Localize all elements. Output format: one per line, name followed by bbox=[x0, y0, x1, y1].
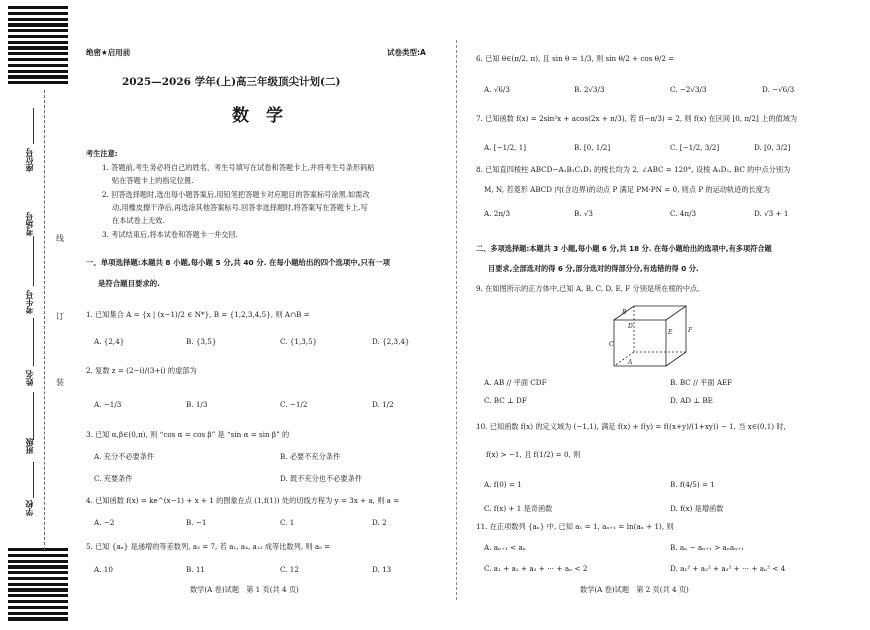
blank-line bbox=[33, 318, 34, 366]
page-footer-right: 数学(A 卷)试题 第 2 页(共 4 页) bbox=[580, 585, 689, 594]
option-d: D. 既不充分也不必要条件 bbox=[280, 474, 362, 483]
option-c: C. {1,3,5} bbox=[280, 337, 318, 346]
blank-line bbox=[33, 236, 34, 286]
option-a: A. AB // 平面 CDF bbox=[484, 378, 547, 387]
question-stem-cont: M, N, 若菱形 ABCD 内(含边界)的动点 P 满足 PM·PN = 0, 则点 P 的运动轨迹的长度为 bbox=[484, 185, 771, 194]
notice-line: 动,用橡皮擦干净后,再选涂其他答案标号.回答非选择题时,将答案写在答题卡上.写 bbox=[112, 203, 368, 212]
option-d: D. AD ⊥ BE bbox=[670, 396, 713, 405]
option-d: D. a₁² + a₂² + a₃² + ⋯ + aₙ² < 4 bbox=[670, 564, 786, 573]
option-a: A. 10 bbox=[94, 565, 113, 574]
option-a: A. −1/3 bbox=[94, 400, 122, 409]
point-label-b: B bbox=[622, 309, 627, 316]
notice-line: 3. 考试结束后,将本试卷和答题卡一并交回. bbox=[102, 230, 238, 239]
binding-label-school: 学校 bbox=[25, 500, 34, 516]
point-label-c: C bbox=[609, 341, 614, 348]
option-c: C. −1/2 bbox=[280, 400, 308, 409]
option-b: B. 2√3/3 bbox=[574, 85, 605, 94]
notice-title: 考生注意: bbox=[86, 149, 118, 158]
blank-line bbox=[33, 108, 34, 144]
secret-mark: 绝密★启用前 bbox=[86, 48, 131, 57]
option-a: A. aₙ₊₁ < aₙ bbox=[484, 543, 526, 552]
bottom-stripes bbox=[8, 548, 68, 623]
option-b: B. 必要不充分条件 bbox=[280, 452, 341, 461]
binding-label-seat: 座位号 bbox=[25, 148, 34, 172]
cut-char-zhuang: 装 bbox=[56, 378, 64, 387]
notice-line: 贴在答题卡上的指定位置. bbox=[112, 176, 194, 185]
cut-char-ding: 订 bbox=[56, 312, 64, 321]
top-stripes bbox=[8, 6, 68, 87]
question-stem: 5. 已知 {aₙ} 是递增的等差数列, a₃ = 7, 若 a₁, a₄, a₁₃ 成等比数列, 则 a₅ = bbox=[86, 542, 331, 551]
question-stem: 6. 已知 θ∈(π/2, π), 且 sin θ = 1/3, 则 sin θ/2 + cos θ/2 = bbox=[476, 54, 675, 63]
point-label-a: A bbox=[628, 359, 633, 366]
notice-line: 在本试卷上无效. bbox=[112, 216, 165, 225]
blank-line bbox=[33, 392, 34, 440]
option-b: B. {3,5} bbox=[186, 337, 217, 346]
option-a: A. 充分不必要条件 bbox=[94, 452, 155, 461]
section2-heading-cont: 目要求,全部选对的得 6 分,部分选对的得部分分,有选错的得 0 分. bbox=[488, 264, 699, 273]
option-d: D. 2 bbox=[372, 518, 387, 527]
option-a: A. {2,4} bbox=[94, 337, 125, 346]
question-stem: 2. 复数 z = (2−i)/(3+i) 的虚部为 bbox=[86, 366, 197, 375]
option-a: A. √6/3 bbox=[484, 85, 510, 94]
page-footer-left: 数学(A 卷)试题 第 1 页(共 4 页) bbox=[190, 585, 299, 594]
binding-label-room: 考场号 bbox=[25, 212, 34, 236]
exam-title: 2025—2026 学年(上)高三年级顶尖计划(二) bbox=[122, 76, 341, 88]
option-a: A. f(0) = 1 bbox=[484, 480, 522, 489]
binding-label-name: 姓名 bbox=[25, 370, 34, 386]
option-a: A. [−1/2, 1] bbox=[484, 143, 527, 152]
question-stem: 1. 已知集合 A = {x | (x−1)/2 ∈ N*}, B = {1,2,3,4,5}, 则 A∩B = bbox=[86, 310, 310, 319]
question-stem: 7. 已知函数 f(x) = 2sin²x + acos(2x + π/3), 若 f(−π/3) = 2, 则 f(x) 在区间 [0, π/2] 上的值域为 bbox=[476, 114, 798, 123]
cube-figure bbox=[610, 302, 700, 370]
notice-line: 2. 回答选择题时,选出每小题答案后,用铅笔把答题卡对应题目的答案标号涂黑.如需改 bbox=[102, 190, 370, 199]
question-stem: 8. 已知直四棱柱 ABCD−A₁B₁C₁D₁ 的棱长均为 2, ∠ABC = 120°, 设棱 A₁D₁, BC 的中点分别为 bbox=[476, 165, 791, 174]
cut-line bbox=[44, 90, 45, 550]
option-c: C. 充要条件 bbox=[94, 474, 133, 483]
cube-right-face bbox=[666, 306, 686, 366]
question-stem: 11. 在正项数列 {aₙ} 中, 已知 a₁ = 1, aₙ₊₁ = ln(aₙ + 1), 则 bbox=[476, 522, 674, 531]
question-stem: 3. 已知 α,β∈(0,π), 则 “cos α = cos β” 是 “sin α = sin β” 的 bbox=[86, 430, 290, 439]
option-d: D. {2,3,4} bbox=[372, 337, 410, 346]
option-b: B. f(4/5) = 1 bbox=[670, 480, 715, 489]
option-c: C. [−1/2, 3/2] bbox=[670, 143, 720, 152]
binding-strip bbox=[0, 0, 72, 630]
binding-label-candidate: 考生号 bbox=[25, 290, 34, 314]
section1-heading-cont: 是符合题目要求的. bbox=[98, 279, 160, 288]
option-c: C. 1 bbox=[280, 518, 295, 527]
option-a: A. 2π/3 bbox=[484, 209, 511, 218]
point-label-d: D bbox=[628, 323, 633, 330]
option-d: D. 13 bbox=[372, 565, 392, 574]
option-b: B. [0, 1/2] bbox=[574, 143, 611, 152]
option-d: D. [0, 3/2] bbox=[754, 143, 791, 152]
page-divider bbox=[456, 40, 457, 600]
question-stem: 10. 已知函数 f(x) 的定义域为 (−1,1), 满足 f(x) + f(y) = f((x+y)/(1+xy)) − 1, 当 x∈(0,1) 时, bbox=[476, 422, 786, 431]
question-stem-cont: f(x) > −1, 且 f(1/2) = 0, 则 bbox=[486, 450, 581, 459]
point-label-f: F bbox=[688, 327, 693, 334]
option-b: B. 1/3 bbox=[186, 400, 208, 409]
option-c: C. 4π/3 bbox=[670, 209, 697, 218]
binding-label-class: 班级 bbox=[25, 438, 34, 454]
option-c: C. −2√3/3 bbox=[670, 85, 707, 94]
cut-char-xian: 线 bbox=[56, 234, 64, 243]
option-d: D. 1/2 bbox=[372, 400, 394, 409]
option-c: C. f(x) + 1 是奇函数 bbox=[484, 504, 553, 513]
option-a: A. −2 bbox=[94, 518, 115, 527]
section2-heading: 二、多项选择题:本题共 3 小题,每小题 6 分,共 18 分. 在每小题给出的选项中,有多项符合题 bbox=[476, 244, 772, 253]
section1-heading: 一、单项选择题:本题共 8 小题,每小题 5 分,共 40 分. 在每小题给出的四个选项中,只有一项 bbox=[86, 258, 391, 267]
option-c: C. BC ⊥ DF bbox=[484, 396, 527, 405]
notice-line: 1. 答题前,考生务必将自己的姓名、考生号填写在试卷和答题卡上,并将考生号条形码粘 bbox=[102, 163, 375, 172]
blank-line bbox=[33, 462, 34, 498]
option-c: C. a₁ + a₂ + a₃ + ⋯ + aₙ < 2 bbox=[484, 564, 588, 573]
option-d: D. √3 + 1 bbox=[754, 209, 789, 218]
subject-title: 数 学 bbox=[232, 106, 283, 126]
option-b: B. aₙ − aₙ₊₁ > aₙaₙ₊₁ bbox=[670, 543, 744, 552]
option-b: B. √3 bbox=[574, 209, 594, 218]
option-b: B. 11 bbox=[186, 565, 205, 574]
point-label-e: E bbox=[668, 329, 673, 336]
cube-hidden-edges bbox=[634, 306, 686, 352]
option-c: C. 12 bbox=[280, 565, 299, 574]
question-stem: 9. 在如图所示的正方体中,已知 A, B, C, D, E, F 分别是所在棱的中点, bbox=[476, 284, 700, 293]
paper-type: 试卷类型:A bbox=[387, 48, 426, 57]
option-d: D. f(x) 是增函数 bbox=[670, 504, 724, 513]
cube-front-face bbox=[614, 320, 666, 366]
option-b: B. −1 bbox=[186, 518, 207, 527]
question-stem: 4. 已知函数 f(x) = ke^(x−1) + x + 1 的图象在点 (1,f(1)) 处的切线方程为 y = 3x + a, 则 a = bbox=[86, 496, 400, 505]
option-d: D. −√6/3 bbox=[762, 85, 795, 94]
option-b: B. BC // 平面 AEF bbox=[670, 378, 733, 387]
